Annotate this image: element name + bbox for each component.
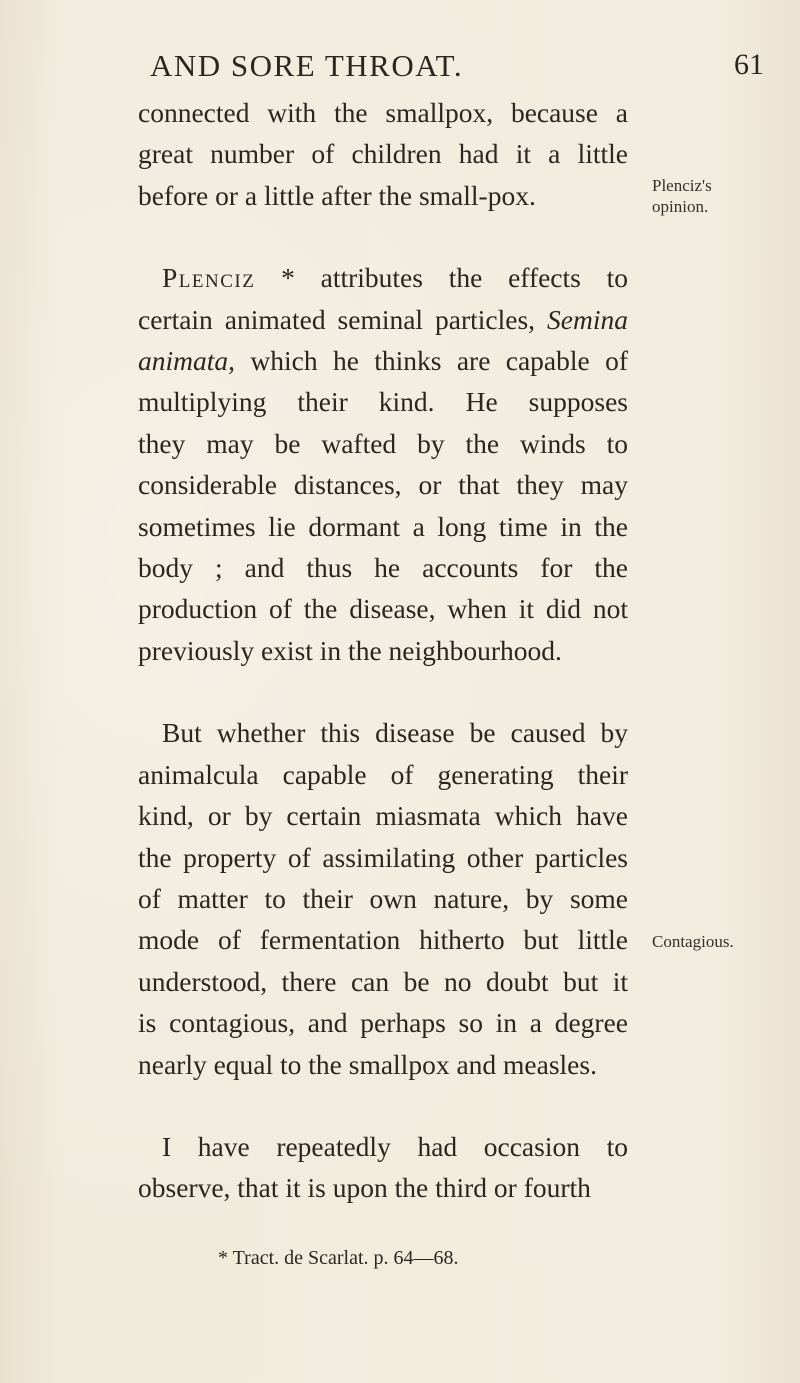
footnote: * Tract. de Scarlat. p. 64—68. [218, 1247, 459, 1269]
margin-note-line: Plenciz's [652, 176, 712, 195]
text-line: body ; and thus he accounts for the [138, 552, 628, 584]
text-line: of matter to their own nature, by some [138, 882, 628, 914]
text-line: sometimes lie dormant a long time in the [138, 510, 628, 542]
page-number: 61 [734, 48, 764, 81]
paragraph-3 [138, 712, 638, 1085]
text-line: before or a little after the small-pox. [138, 179, 536, 211]
text-line: mode of fermentation hitherto but little [138, 924, 628, 956]
text-line: connected with the smallpox, because a [138, 97, 628, 128]
text-line: animalcula capable of generating their [138, 758, 628, 790]
margin-note-line: opinion. [652, 197, 709, 216]
text-line: observe, that it is upon the third or fourth [138, 1172, 591, 1204]
text-line: they may be wafted by the winds to [138, 427, 628, 459]
text-line: nearly equal to the smallpox and measles. [138, 1048, 597, 1080]
latin-term: Semina [547, 303, 628, 335]
margin-note-contagious: Contagious. [652, 932, 734, 951]
text-line: I have repeatedly had occasion to [162, 1130, 628, 1162]
text-line: production of the disease, when it did not [138, 593, 628, 625]
text-line: previously exist in the neighbourhood. [138, 634, 562, 666]
text-line: certain animated seminal particles, Semina [138, 303, 628, 335]
text-line: considerable distances, or that they may [138, 469, 628, 501]
text-line: the property of assimilating other particles [138, 841, 628, 873]
text-line: great number of children had it a little [138, 138, 628, 170]
text-line: kind, or by certain miasmata which have [138, 800, 628, 832]
text-line: animata, which he thinks are capable of [138, 345, 628, 377]
text-line: is contagious, and perhaps so in a degree [138, 1007, 628, 1039]
author-name: Plenciz [162, 262, 256, 294]
margin-note-plenciz [652, 175, 712, 217]
footnote-mark: * [281, 262, 295, 294]
latin-term: animata, [138, 345, 236, 377]
running-head: AND SORE THROAT. [150, 48, 464, 83]
paragraph-4 [138, 1126, 638, 1209]
text-line: multiplying their kind. He supposes [138, 386, 628, 418]
paragraph-1 [138, 92, 638, 216]
paragraph-2 [138, 257, 638, 671]
text-line: understood, there can be no doubt but it [138, 965, 628, 997]
text-line: But whether this disease be caused by [162, 717, 628, 749]
text-line: Plenciz * attributes the effects to [162, 262, 629, 294]
body-text [138, 92, 638, 1250]
